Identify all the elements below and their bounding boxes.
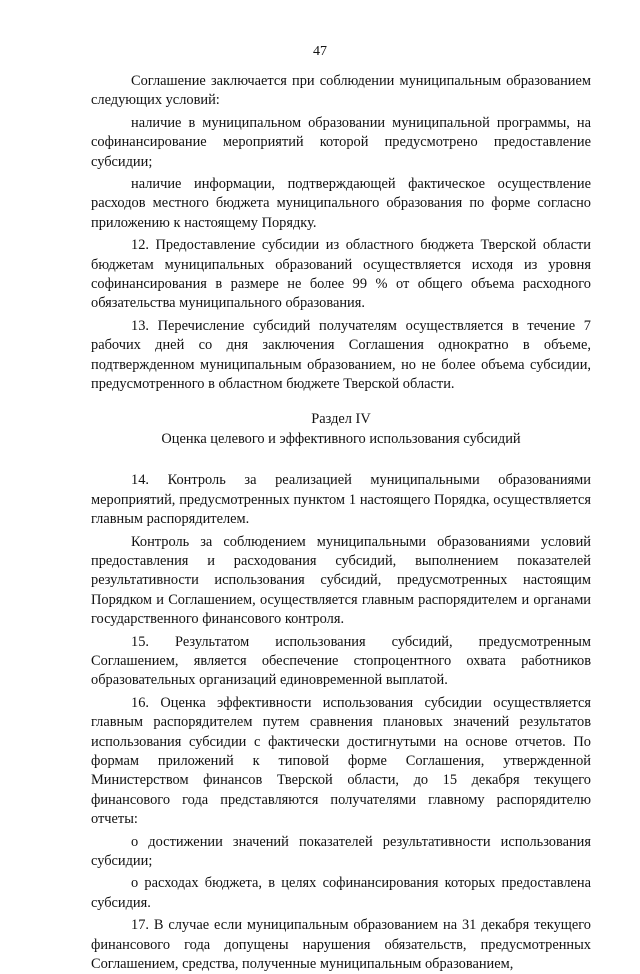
section-label: Раздел IV [311,410,371,427]
paragraph: 16. Оценка эффективности использования субсидии осуществляется главным распорядителем путем сравнения плановых значений результатов использования субсидии с фактически достигнутыми на основе отчетов. По формам приложений к типовой форме Соглашения, утвержденной Министерством финансов Тверской области, до 15 декабря текущего финансового года представляются получателями главному распорядителю отчеты: [91,694,591,828]
paragraph: 15. Результатом использования субсидий, предусмотренным Соглашением, является обеспечение стопроцентного охвата работников образовательных организаций единовременной выплатой. [91,633,591,689]
paragraph: о достижении значений показателей результативности использования субсидии; [91,833,591,870]
paragraph: наличие в муниципальном образовании муниципальной программы, на софинансирование мероприятий которой предусмотрено предоставление субсидии; [91,114,591,170]
paragraph: 17. В случае если муниципальным образованием на 31 декабря текущего финансового года допущены нарушения обязательств, предусмотренных Соглашением, средства, полученные муниципальным образованием, [91,917,591,973]
document-body [91,72,591,974]
paragraph: 12. Предоставление субсидии из областного бюджета Тверской области бюджетам муниципальных образований осуществляется исходя из уровня софинансирования в размере не более 99 % от общего объема расходного обязательства муниципального образования. [91,237,591,312]
section-title: Оценка целевого и эффективного использования субсидий [161,430,521,447]
paragraph: о расходах бюджета, в целях софинансирования которых предоставлена субсидия. [91,875,591,911]
paragraph: Соглашение заключается при соблюдении муниципальным образованием следующих условий: [91,73,591,109]
paragraph: наличие информации, подтверждающей фактическое осуществление расходов местного бюджета муниципального образования по форме согласно приложению к настоящему Порядку. [91,176,591,231]
page-number: 47 [313,44,327,59]
paragraph: 14. Контроль за реализацией муниципальными образованиями мероприятий, предусмотренных пунктом 1 настоящего Порядка, осуществляется главным распорядителем. [91,472,591,528]
paragraph: Контроль за соблюдением муниципальными образованиями условий предоставления и расходования субсидий, выполнением показателей результативности использования субсидий, предусмотренных настоящим Порядком и Соглашением, осуществляется главным распорядителем и органами государственного финансового контроля. [91,533,591,628]
paragraph: 13. Перечисление субсидий получателям осуществляется в течение 7 рабочих дней со дня заключения Соглашения однократно в объеме, подтвержденном муниципальным образованием, но не более объема субсидии, предусмотренного в областном бюджете Тверской области. [91,317,591,393]
